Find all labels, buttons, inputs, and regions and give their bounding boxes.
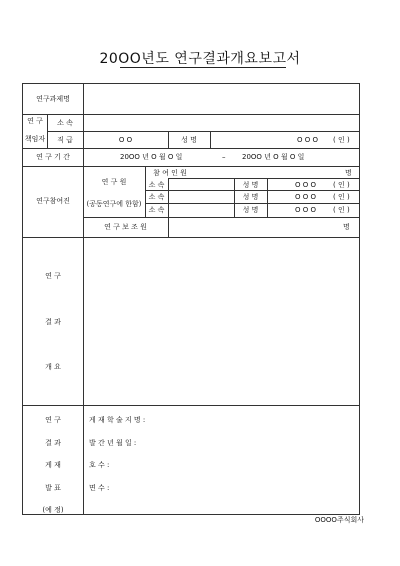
row-divider [23, 405, 359, 406]
summary-label-1: 연 구 [45, 272, 61, 280]
report-form [22, 83, 360, 515]
member-name-label: 성 명 [242, 193, 259, 201]
position-label: 직 급 [57, 136, 73, 144]
member-seal: ( 인 ) [333, 193, 350, 201]
position-value[interactable]: O O [118, 136, 133, 144]
researcher-label: 연 구 원 [101, 178, 127, 186]
member-affiliation-label: 소 속 [148, 206, 165, 214]
row-divider [145, 190, 359, 191]
summary-label-3: 개 요 [45, 363, 61, 371]
participant-count-unit: 명 [345, 169, 352, 177]
responsible-label-bottom: 책임자 [24, 135, 46, 143]
publication-label-3: 게 재 [45, 461, 61, 469]
row-divider [23, 237, 359, 238]
assistant-label: 연 구 보 조 원 [104, 223, 147, 231]
member-seal: ( 인 ) [333, 206, 350, 214]
joint-research-note: (공동연구에 한함) [86, 200, 142, 208]
research-title-value[interactable] [85, 95, 357, 104]
col-divider [83, 84, 84, 514]
name-label: 성 명 [181, 136, 197, 144]
col-divider [168, 178, 169, 237]
row-divider [145, 203, 359, 204]
col-divider [267, 178, 268, 217]
participant-count-label: 참 여 인 원 [153, 169, 187, 177]
participants-label: 연구참여진 [36, 197, 70, 205]
summary-content[interactable] [85, 240, 357, 402]
row-divider [168, 178, 359, 179]
member-affiliation-label: 소 속 [148, 193, 165, 201]
member-affiliation-label: 소 속 [148, 181, 165, 189]
period-dash: – [222, 153, 226, 161]
publication-label-2: 결 과 [45, 439, 61, 447]
member-name-label: 성 명 [242, 206, 259, 214]
summary-label-2: 결 과 [45, 318, 61, 326]
member-seal: ( 인 ) [333, 181, 350, 189]
assistant-unit: 명 [343, 223, 350, 231]
publication-label-4: 발 표 [45, 484, 61, 492]
seal-mark: ( 인 ) [333, 136, 350, 144]
journal-name-label: 게 재 학 술 지 명 : [89, 416, 146, 424]
row-divider [83, 217, 359, 218]
member-name-value[interactable]: O O O [295, 181, 316, 189]
col-divider [210, 131, 211, 148]
member-name-label: 성 명 [242, 181, 259, 189]
responsible-label-top: 연 구 [27, 117, 43, 125]
affiliation-label: 소 속 [57, 119, 73, 127]
publication-label-1: 연 구 [45, 416, 61, 424]
publication-label-5: (예 정) [42, 506, 64, 514]
period-start[interactable]: 20OO 년 O 월 O 일 [120, 153, 183, 161]
research-title-label: 연구과제명 [36, 95, 70, 103]
member-name-value[interactable]: O O O [295, 193, 316, 201]
row-divider [23, 148, 359, 149]
period-label: 연 구 기 간 [36, 153, 70, 161]
page-title: 20OO년도 연구결과개요보고서 [99, 51, 301, 67]
name-value[interactable]: O O O [297, 136, 318, 144]
row-divider [47, 131, 359, 132]
title-underline [120, 67, 286, 68]
company-footer: OOOO주식회사 [314, 516, 364, 524]
publication-date-label: 발 간 년 월 일 : [89, 439, 137, 447]
issue-number-label: 호 수 : [89, 461, 110, 469]
row-divider [23, 114, 359, 115]
row-divider [23, 166, 359, 167]
period-end[interactable]: 20OO 년 O 월 O 일 [242, 153, 305, 161]
page-count-label: 면 수 : [89, 484, 110, 492]
affiliation-value[interactable] [85, 119, 357, 128]
member-name-value[interactable]: O O O [295, 206, 316, 214]
